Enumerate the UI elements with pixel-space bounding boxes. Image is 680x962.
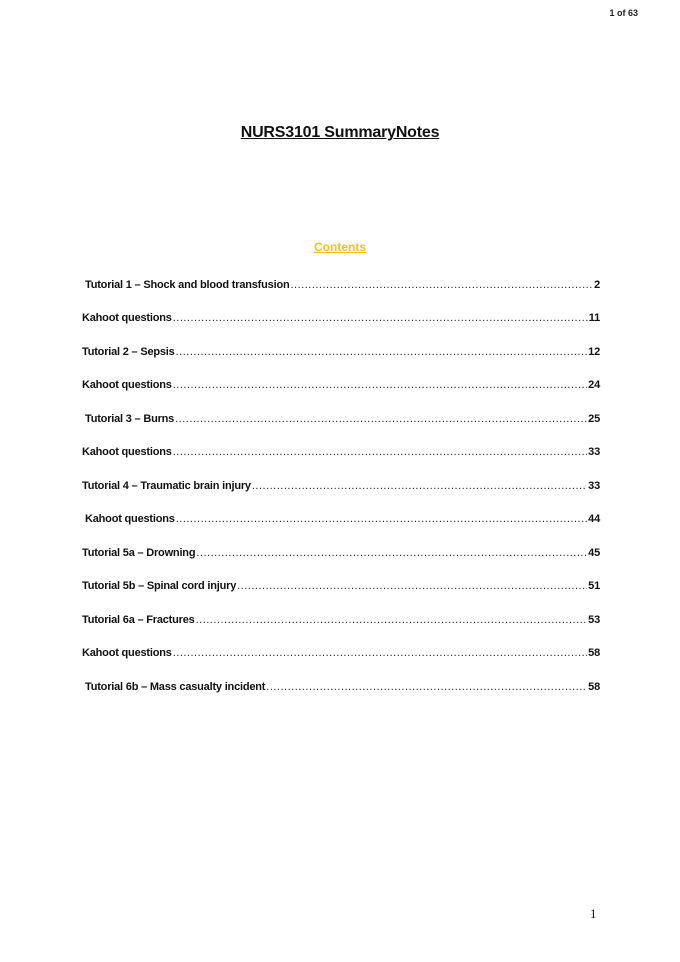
toc-entry[interactable]	[82, 268, 600, 302]
toc-entry-page: 24	[588, 379, 600, 392]
toc-entry[interactable]	[82, 603, 600, 637]
toc-entry-page: 44	[588, 513, 600, 526]
toc-entry[interactable]	[82, 637, 600, 671]
toc-entry-page: 25	[588, 412, 600, 425]
toc-leader-dots	[237, 580, 587, 592]
toc-entry-label: Kahoot questions	[82, 647, 172, 660]
toc-entry-label: Tutorial 2 – Sepsis	[82, 345, 175, 358]
document-title: NURS3101 SummaryNotes	[240, 124, 440, 141]
toc-entry-page: 45	[588, 546, 600, 559]
toc-entry-label: Tutorial 5a – Drowning	[82, 546, 196, 559]
toc-leader-dots	[176, 346, 588, 358]
toc-entry-page: 2	[594, 278, 600, 291]
toc-leader-dots	[290, 279, 593, 291]
toc-entry-page: 12	[588, 345, 600, 358]
toc-entry[interactable]	[82, 402, 600, 436]
toc-entry[interactable]	[82, 335, 600, 369]
toc-entry-label: Tutorial 3 – Burns	[85, 412, 175, 425]
toc-leader-dots	[176, 513, 587, 525]
toc-entry-label: Tutorial 1 – Shock and blood transfusion	[85, 278, 290, 291]
contents-heading: Contents	[314, 240, 366, 254]
toc-entry[interactable]	[82, 369, 600, 403]
toc-entry-page: 53	[588, 613, 600, 626]
toc-entry-label: Tutorial 5b – Spinal cord injury	[82, 580, 237, 593]
toc-entry[interactable]	[82, 670, 600, 704]
toc-entry[interactable]	[82, 302, 600, 336]
toc-entry-page: 33	[588, 446, 600, 459]
toc-entry-label: Kahoot questions	[82, 446, 172, 459]
toc-leader-dots	[252, 480, 587, 492]
toc-leader-dots	[196, 614, 588, 626]
toc-leader-dots	[175, 413, 587, 425]
toc-entry[interactable]	[82, 570, 600, 604]
toc-entry-label: Kahoot questions	[85, 513, 175, 526]
toc-entry-label: Tutorial 6a – Fractures	[82, 613, 195, 626]
toc-leader-dots	[266, 681, 587, 693]
toc-entry-label: Tutorial 6b – Mass casualty incident	[85, 680, 266, 693]
toc-entry-page: 33	[588, 479, 600, 492]
toc-entry[interactable]	[82, 436, 600, 470]
toc-entry[interactable]	[82, 469, 600, 503]
toc-entry-page: 58	[588, 647, 600, 660]
toc-leader-dots	[173, 446, 587, 458]
toc-entry-page: 58	[588, 680, 600, 693]
toc-entry-label: Tutorial 4 – Traumatic brain injury	[82, 479, 251, 492]
toc-entry-label: Kahoot questions	[82, 379, 172, 392]
toc-entry[interactable]	[82, 503, 600, 537]
toc-leader-dots	[173, 379, 587, 391]
table-of-contents	[82, 268, 600, 704]
toc-leader-dots	[196, 547, 587, 559]
toc-leader-dots	[173, 647, 587, 659]
toc-entry-page: 11	[588, 312, 600, 325]
footer-page-number: 1	[590, 906, 597, 921]
toc-entry-page: 51	[588, 580, 600, 593]
toc-entry-label: Kahoot questions	[82, 312, 172, 325]
toc-leader-dots	[173, 312, 588, 324]
toc-entry[interactable]	[82, 536, 600, 570]
page-counter: 1 of 63	[609, 8, 638, 18]
